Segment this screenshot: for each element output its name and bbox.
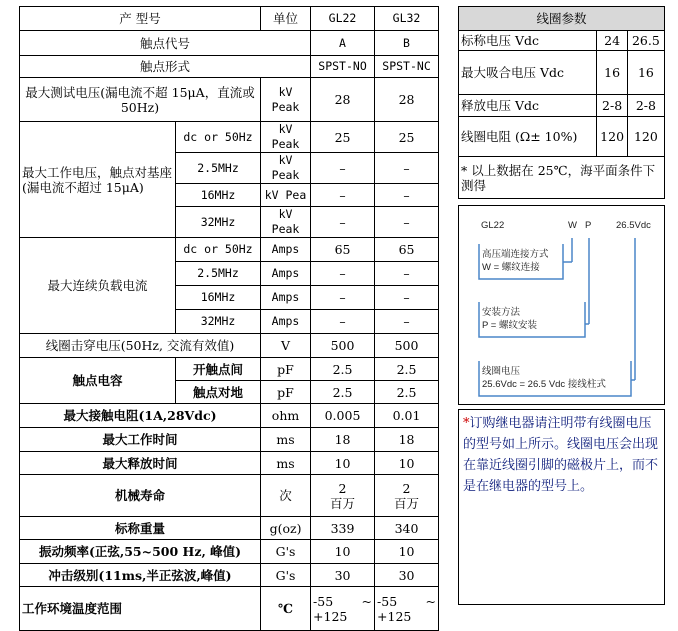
max-working-voltage-label: 最大工作电压，触点对基座(漏电流不超过 15μA) bbox=[20, 122, 176, 238]
mwv-unit: kV Peak bbox=[261, 207, 311, 238]
coil-note: * 以上数据在 25℃，海平面条件下测得 bbox=[459, 157, 665, 199]
weight-label: 标称重量 bbox=[20, 517, 261, 540]
coil-breakdown-m1: 500 bbox=[311, 334, 375, 358]
mwv-freq: 32MHz bbox=[176, 207, 261, 238]
max-test-voltage-m2: 28 bbox=[375, 78, 439, 122]
capacitance-sub: 触点对地 bbox=[176, 381, 261, 404]
temperature-m2-max: +125 bbox=[377, 608, 412, 624]
spec-header-row bbox=[20, 7, 439, 31]
operate-time-m2: 18 bbox=[375, 428, 439, 452]
coil-value-2: 120 bbox=[627, 117, 664, 157]
capacitance-m1: 2.5 bbox=[311, 381, 375, 404]
coil-value-2: 26.5 bbox=[627, 31, 664, 51]
weight-unit: g(oz) bbox=[261, 517, 311, 540]
shock-unit: G's bbox=[261, 564, 311, 587]
weight-row bbox=[20, 517, 439, 540]
contact-resistance-unit: ohm bbox=[261, 404, 311, 428]
mwv-freq: 2.5MHz bbox=[176, 153, 261, 184]
mcc-unit: Amps bbox=[261, 310, 311, 334]
mwv-freq: dc or 50Hz bbox=[176, 122, 261, 153]
capacitance-row bbox=[20, 358, 439, 381]
mechanical-life-m2-unit: 百万 bbox=[394, 495, 420, 511]
coil-table bbox=[458, 6, 665, 199]
mechanical-life-m1-unit: 百万 bbox=[330, 495, 356, 511]
box-1-title: 高压端连接方式 bbox=[482, 249, 549, 260]
shock-label: 冲击级别(11ms,半正弦波,峰值) bbox=[20, 564, 261, 587]
coil-label: 线圈电阻 (Ω± 10%) bbox=[459, 117, 597, 157]
order-note-text: 订购继电器请注明带有线圈电压的型号如上所示。线圈电压会出现在靠近线圈引脚的磁极片上，而不是在继电器的型号上。 bbox=[463, 416, 659, 494]
capacitance-unit: pF bbox=[261, 381, 311, 404]
header-unit: 单位 bbox=[261, 7, 311, 31]
coil-value-1: 120 bbox=[597, 117, 627, 157]
mwv-m2: – bbox=[375, 207, 439, 238]
shock-row bbox=[20, 564, 439, 587]
coil-label: 标称电压 Vdc bbox=[459, 31, 597, 51]
temperature-row bbox=[20, 587, 439, 631]
mwv-unit: kV Peak bbox=[261, 153, 311, 184]
max-test-voltage-unit: kV Peak bbox=[261, 78, 311, 122]
mechanical-life-row bbox=[20, 475, 439, 517]
mcc-m2: 65 bbox=[375, 238, 439, 262]
temperature-m2-tilde: ~ bbox=[425, 593, 437, 609]
temperature-m2-min: -55 bbox=[377, 593, 398, 609]
mechanical-life-m1-count: 2 bbox=[338, 480, 347, 496]
box-3-title: 线圈电压 bbox=[482, 366, 521, 377]
contact-code-label: 触点代号 bbox=[20, 31, 311, 56]
temperature-m1 bbox=[311, 587, 375, 631]
contact-form-row bbox=[20, 56, 439, 78]
box-2-title: 安装方法 bbox=[482, 307, 521, 318]
shock-m2: 30 bbox=[375, 564, 439, 587]
max-working-voltage-row bbox=[20, 122, 439, 153]
coil-row bbox=[459, 31, 665, 51]
mcc-m2: – bbox=[375, 286, 439, 310]
capacitance-sub: 开触点间 bbox=[176, 358, 261, 381]
mwv-m2: 25 bbox=[375, 122, 439, 153]
temperature-unit: ℃ bbox=[261, 587, 311, 631]
temperature-m2 bbox=[375, 587, 439, 631]
mechanical-life-m2-count: 2 bbox=[402, 480, 411, 496]
mwv-unit: kV Pea bbox=[261, 184, 311, 207]
diagram-voltage: 26.5Vdc bbox=[616, 220, 651, 231]
mcc-freq: dc or 50Hz bbox=[176, 238, 261, 262]
coil-note-row bbox=[459, 157, 665, 199]
release-time-row bbox=[20, 452, 439, 475]
mcc-m1: 65 bbox=[311, 238, 375, 262]
diagram-code-w: W bbox=[568, 220, 577, 231]
temperature-m1-max: +125 bbox=[313, 608, 348, 624]
mwv-unit: kV Peak bbox=[261, 122, 311, 153]
coil-value-2: 2-8 bbox=[627, 95, 664, 117]
contact-form-label: 触点形式 bbox=[20, 56, 311, 78]
release-time-unit: ms bbox=[261, 452, 311, 475]
operate-time-row bbox=[20, 428, 439, 452]
coil-breakdown-row bbox=[20, 334, 439, 358]
release-time-m1: 10 bbox=[311, 452, 375, 475]
vibration-label: 振动频率(正弦,55~500 Hz, 峰值) bbox=[20, 540, 261, 564]
mcc-m1: – bbox=[311, 286, 375, 310]
ordering-diagram bbox=[458, 205, 665, 405]
weight-m2: 340 bbox=[375, 517, 439, 540]
mwv-m1: 25 bbox=[311, 122, 375, 153]
coil-value-1: 16 bbox=[597, 51, 627, 95]
coil-label: 释放电压 Vdc bbox=[459, 95, 597, 117]
max-current-row bbox=[20, 238, 439, 262]
capacitance-m2: 2.5 bbox=[375, 358, 439, 381]
mcc-unit: Amps bbox=[261, 238, 311, 262]
mcc-unit: Amps bbox=[261, 286, 311, 310]
header-model-1: GL22 bbox=[311, 7, 375, 31]
weight-m1: 339 bbox=[311, 517, 375, 540]
mcc-unit: Amps bbox=[261, 262, 311, 286]
mwv-m1: – bbox=[311, 207, 375, 238]
coil-row bbox=[459, 95, 665, 117]
vibration-m2: 10 bbox=[375, 540, 439, 564]
diagram-model: GL22 bbox=[481, 220, 505, 231]
capacitance-unit: pF bbox=[261, 358, 311, 381]
temperature-label: 工作环境温度范围 bbox=[20, 587, 261, 631]
max-test-voltage-label: 最大测试电压(漏电流不超 15μA，直流或 50Hz) bbox=[20, 78, 261, 122]
contact-code-m2: B bbox=[375, 31, 439, 56]
release-time-label: 最大释放时间 bbox=[20, 452, 261, 475]
coil-row bbox=[459, 51, 665, 95]
box-2-text: P = 螺纹安装 bbox=[482, 320, 537, 331]
max-test-voltage-m1: 28 bbox=[311, 78, 375, 122]
mcc-freq: 16MHz bbox=[176, 286, 261, 310]
shock-m1: 30 bbox=[311, 564, 375, 587]
mechanical-life-m1 bbox=[311, 475, 375, 517]
capacitance-m2: 2.5 bbox=[375, 381, 439, 404]
mcc-m2: – bbox=[375, 262, 439, 286]
header-model-2: GL32 bbox=[375, 7, 439, 31]
header-item: 产 型号 bbox=[20, 7, 261, 31]
coil-breakdown-label: 线圈击穿电压(50Hz, 交流有效值) bbox=[20, 334, 261, 358]
max-current-label: 最大连续负载电流 bbox=[20, 238, 176, 334]
mechanical-life-unit: 次 bbox=[261, 475, 311, 517]
coil-value-1: 2-8 bbox=[597, 95, 627, 117]
capacitance-label: 触点电容 bbox=[20, 358, 176, 404]
mechanical-life-label: 机械寿命 bbox=[20, 475, 261, 517]
box-1-text: W = 螺纹连接 bbox=[482, 262, 540, 273]
coil-breakdown-unit: V bbox=[261, 334, 311, 358]
operate-time-unit: ms bbox=[261, 428, 311, 452]
vibration-row bbox=[20, 540, 439, 564]
contact-form-m2: SPST-NC bbox=[375, 56, 439, 78]
release-time-m2: 10 bbox=[375, 452, 439, 475]
contact-code-m1: A bbox=[311, 31, 375, 56]
mwv-m2: – bbox=[375, 184, 439, 207]
mwv-m2: – bbox=[375, 153, 439, 184]
temperature-m1-min: -55 bbox=[313, 593, 334, 609]
coil-value-1: 24 bbox=[597, 31, 627, 51]
contact-resistance-row bbox=[20, 404, 439, 428]
coil-row bbox=[459, 117, 665, 157]
mcc-freq: 32MHz bbox=[176, 310, 261, 334]
temperature-m1-tilde: ~ bbox=[361, 593, 373, 609]
operate-time-m1: 18 bbox=[311, 428, 375, 452]
coil-title: 线圈参数 bbox=[459, 7, 665, 31]
diagram-code-p: P bbox=[585, 220, 592, 231]
mwv-m1: – bbox=[311, 184, 375, 207]
mcc-m1: – bbox=[311, 262, 375, 286]
mwv-freq: 16MHz bbox=[176, 184, 261, 207]
coil-label: 最大吸合电压 Vdc bbox=[459, 51, 597, 95]
order-note bbox=[458, 409, 665, 605]
mcc-freq: 2.5MHz bbox=[176, 262, 261, 286]
contact-resistance-m1: 0.005 bbox=[311, 404, 375, 428]
contact-resistance-m2: 0.01 bbox=[375, 404, 439, 428]
vibration-unit: G's bbox=[261, 540, 311, 564]
order-note-star: * bbox=[463, 416, 470, 431]
operate-time-label: 最大工作时间 bbox=[20, 428, 261, 452]
mcc-m1: – bbox=[311, 310, 375, 334]
spec-table bbox=[19, 6, 439, 631]
coil-value-2: 16 bbox=[627, 51, 664, 95]
capacitance-m1: 2.5 bbox=[311, 358, 375, 381]
vibration-m1: 10 bbox=[311, 540, 375, 564]
contact-code-row bbox=[20, 31, 439, 56]
coil-breakdown-m2: 500 bbox=[375, 334, 439, 358]
mechanical-life-m2 bbox=[375, 475, 439, 517]
mcc-m2: – bbox=[375, 310, 439, 334]
mwv-m1: – bbox=[311, 153, 375, 184]
contact-form-m1: SPST-NO bbox=[311, 56, 375, 78]
contact-resistance-label: 最大接触电阻(1A,28Vdc) bbox=[20, 404, 261, 428]
box-3-text: 25.6Vdc = 26.5 Vdc 接线柱式 bbox=[482, 379, 606, 390]
max-test-voltage-row bbox=[20, 78, 439, 122]
coil-title-row bbox=[459, 7, 665, 31]
